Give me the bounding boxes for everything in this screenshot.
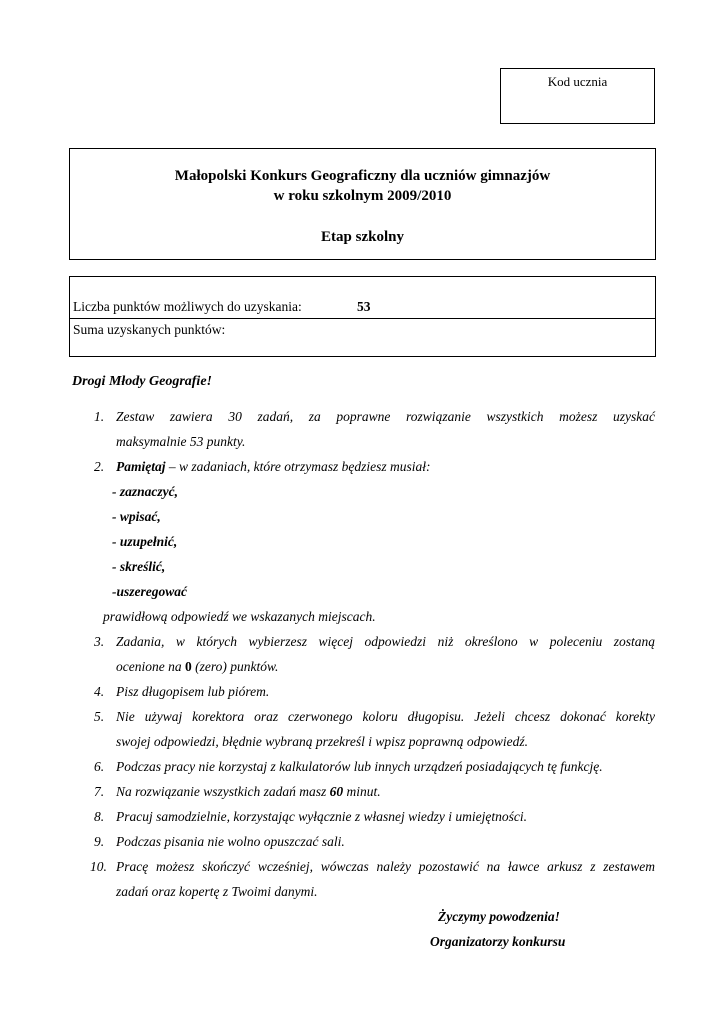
title-line-2: w roku szkolnym 2009/2010 xyxy=(273,188,452,204)
rule-2-rest: – w zadaniach, które otrzymasz będziesz musiał: xyxy=(165,459,431,474)
title-line-1: Małopolski Konkurs Geograficzny dla uczniów gimnazjów xyxy=(174,168,551,184)
rule-2-item: - uzupełnić, xyxy=(112,534,178,549)
rule-number: 3. xyxy=(94,634,105,649)
rule-number: 10. xyxy=(90,859,107,874)
rule-3-line-1: Zadania, w których wybierzesz więcej odpowiedzi niż określono w poleceniu zostaną xyxy=(116,634,655,649)
rule-2-tail: prawidłową odpowiedź we wskazanych miejscach. xyxy=(103,609,376,624)
rule-number: 8. xyxy=(94,809,105,824)
rule-1-line-2: maksymalnie 53 punkty. xyxy=(116,434,246,449)
rule-10-line-2: zadań oraz kopertę z Twoimi danymi. xyxy=(116,884,318,899)
rule-3-line-2 xyxy=(116,658,278,676)
rule-number: 6. xyxy=(94,759,105,774)
max-points-label: Liczba punktów możliwych do uzyskania: xyxy=(73,299,302,314)
rule-number: 5. xyxy=(94,709,105,724)
rule-2-item: - skreślić, xyxy=(112,559,166,574)
rule-3-b: 0 xyxy=(184,659,192,674)
rule-4-text: Pisz długopisem lub piórem. xyxy=(116,684,270,699)
rule-2-bold: Pamiętaj xyxy=(116,459,166,474)
rule-7-a: Na rozwiązanie wszystkich zadań masz xyxy=(116,784,330,799)
closing-wish: Życzymy powodzenia! xyxy=(438,909,560,924)
rule-8-text: Pracuj samodzielnie, korzystając wyłącznie z własnej wiedzy i umiejętności. xyxy=(116,809,527,824)
greeting: Drogi Młody Geografie! xyxy=(72,374,212,389)
rule-2-item: - zaznaczyć, xyxy=(112,484,178,499)
rule-1-line-1: Zestaw zawiera 30 zadań, za poprawne rozwiązanie wszystkich możesz uzyskać xyxy=(116,409,655,424)
rule-number: 4. xyxy=(94,684,105,699)
rule-9-text: Podczas pisania nie wolno opuszczać sali. xyxy=(116,834,345,849)
rule-5-line-1: Nie używaj korektora oraz czerwonego koloru długopisu. Jeżeli chcesz dokonać korekty xyxy=(116,709,655,724)
student-code-label: Kod ucznia xyxy=(547,74,608,89)
rule-7-text xyxy=(116,783,381,801)
rule-3-c: (zero) punktów. xyxy=(191,659,279,674)
stage-title: Etap szkolny xyxy=(321,229,404,245)
rule-number: 7. xyxy=(94,784,105,799)
rule-2-line-1 xyxy=(116,458,431,476)
rule-10-line-1: Pracę możesz skończyć wcześniej, wówczas należy pozostawić na ławce arkusz z zestawem xyxy=(116,859,655,874)
closing-signature: Organizatorzy konkursu xyxy=(430,934,566,949)
rule-number: 2. xyxy=(94,459,105,474)
rule-7-c: minut. xyxy=(343,784,381,799)
rule-7-b: 60 xyxy=(329,784,344,799)
sum-points-label: Suma uzyskanych punktów: xyxy=(73,322,226,337)
max-points-value: 53 xyxy=(357,299,371,314)
rule-number: 1. xyxy=(94,409,105,424)
rule-number: 9. xyxy=(94,834,105,849)
rule-2-item: - wpisać, xyxy=(112,509,161,524)
rule-5-line-2: swojej odpowiedzi, błędnie wybraną przekreśl i wpisz poprawną odpowiedź. xyxy=(116,734,529,749)
rule-6-text: Podczas pracy nie korzystaj z kalkulatorów lub innych urządzeń posiadających tę funkcję. xyxy=(116,759,603,774)
rule-3-a: ocenione na xyxy=(116,659,185,674)
rule-2-item: -uszeregować xyxy=(112,584,187,599)
